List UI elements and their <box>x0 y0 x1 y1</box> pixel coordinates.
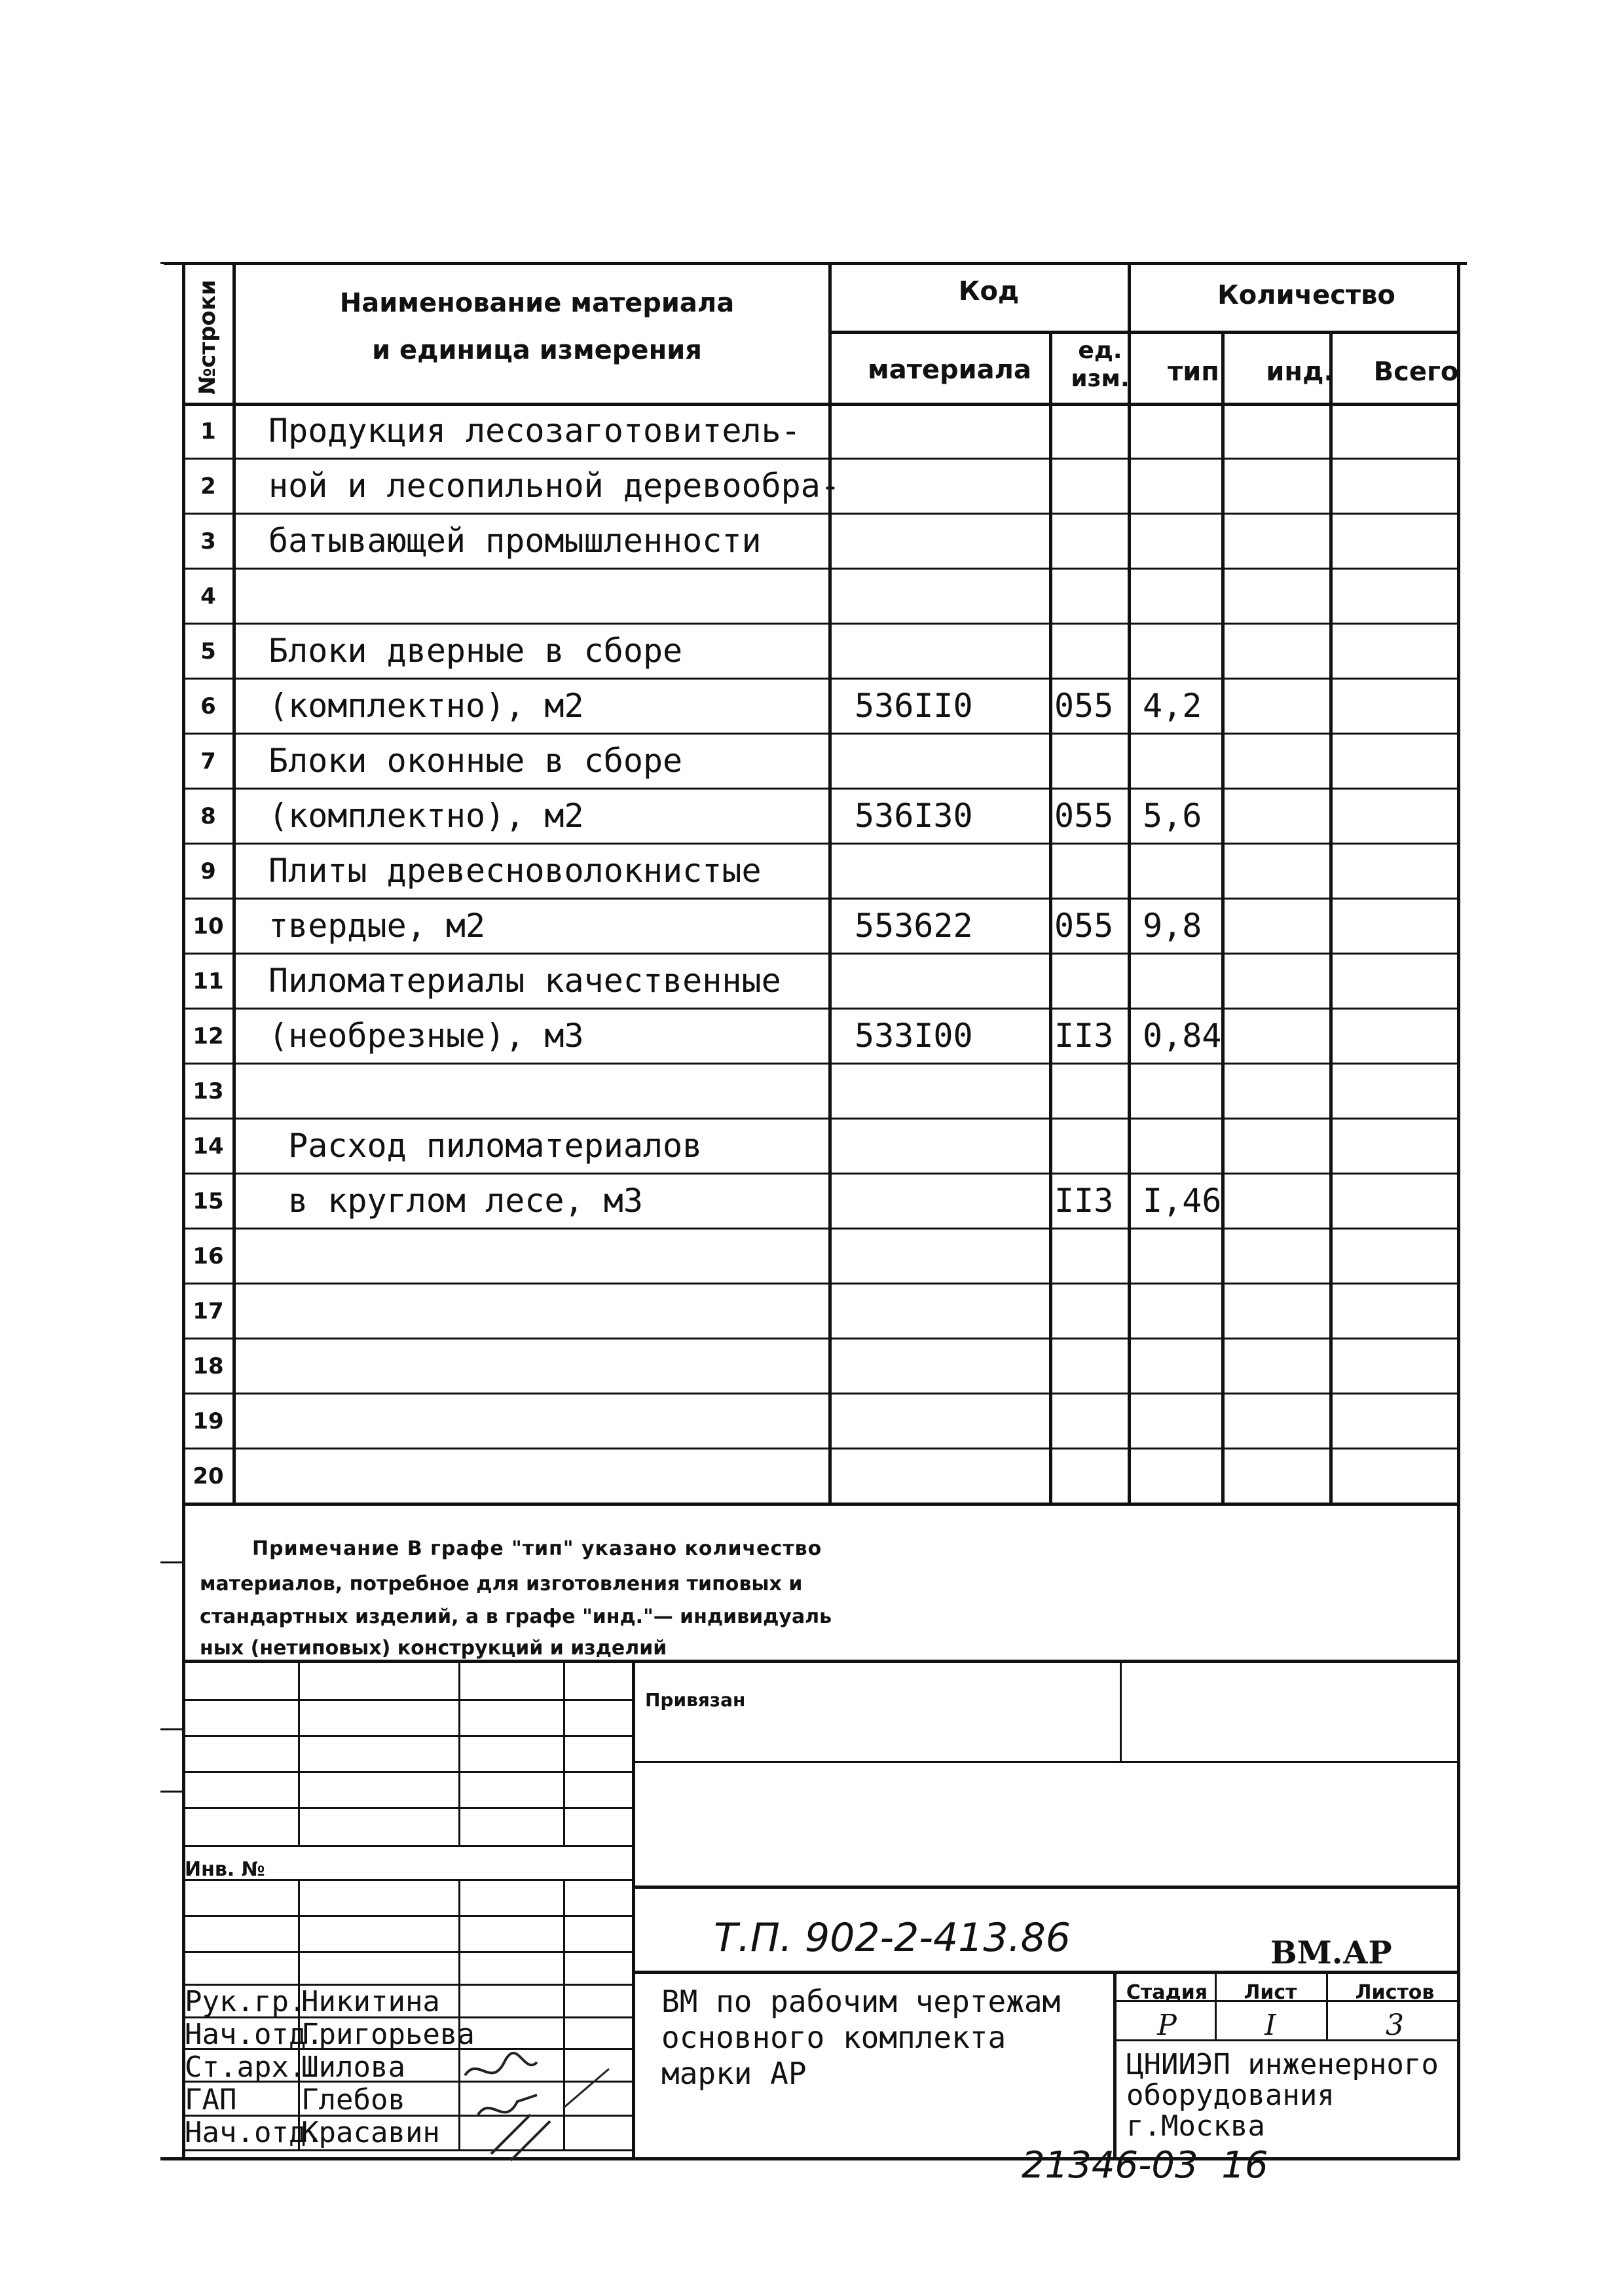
signature-role: Ст.арх. <box>185 2050 306 2084</box>
table-rule <box>182 623 1457 625</box>
table-rule <box>632 1761 1457 1763</box>
material-name: в круглом лесе, м3 <box>268 1182 643 1220</box>
row-number: 19 <box>193 1408 224 1434</box>
doc-mark: ВМ.АР <box>1270 1935 1392 1971</box>
org-line2: оборудования <box>1126 2079 1335 2112</box>
table-rule <box>182 733 1457 735</box>
sheet-value: I <box>1264 2009 1276 2042</box>
table-rule <box>182 843 1457 845</box>
inv-no-label: Инв. № <box>185 1858 265 1881</box>
title-line1: ВМ по рабочим чертежам <box>661 1984 1061 2019</box>
signature-name: Шилова <box>301 2050 405 2084</box>
header-mid-rule <box>828 331 1457 334</box>
table-rule <box>563 1660 565 1845</box>
row-number: 14 <box>193 1133 224 1159</box>
table-rule <box>182 1228 1457 1230</box>
material-code: 536II0 <box>855 687 973 725</box>
table-rule <box>182 1845 632 1847</box>
table-rule <box>182 458 1457 460</box>
material-name: (комплектно), м2 <box>268 687 584 725</box>
table-rule <box>1049 331 1052 1503</box>
qty-type: 4,2 <box>1143 687 1202 725</box>
unit-header-line2: изм. <box>1071 365 1130 392</box>
signature-role: Рук.гр. <box>185 1985 306 2018</box>
code-header: Код <box>958 276 1020 306</box>
table-rule <box>182 513 1457 515</box>
table-rule <box>182 1448 1457 1449</box>
margin-tick <box>160 262 182 264</box>
qty-ind-header: инд. <box>1266 357 1334 387</box>
material-name: ной и лесопильной деревообра- <box>268 467 840 505</box>
material-name: твердые, м2 <box>268 907 486 945</box>
signature-role: Нач.отд. <box>185 2116 323 2149</box>
table-rule <box>632 1886 1457 1889</box>
material-name: Плиты древесноволокнистые <box>268 852 762 890</box>
signature-name: Никитина <box>301 1985 440 2018</box>
material-name: (необрезные), м3 <box>268 1017 584 1055</box>
table-rule <box>182 1118 1457 1120</box>
signature-role: ГАП <box>185 2083 237 2117</box>
table-rule <box>182 1063 1457 1065</box>
note-line4: ных (нетиповых) конструкций и изделий <box>200 1637 667 1660</box>
note-line3: стандартных изделий, а в графе "инд."— индивидуаль <box>200 1605 832 1628</box>
table-rule <box>182 678 1457 680</box>
margin-tick <box>160 1728 182 1730</box>
material-code: 533I00 <box>855 1017 973 1055</box>
unit-code: II3 <box>1054 1182 1114 1220</box>
note-line2: материалов, потребное для изготовления типовых и <box>200 1573 803 1595</box>
row-number: 11 <box>193 968 224 994</box>
table-rule <box>1120 1660 1122 1761</box>
unit-code: 055 <box>1054 797 1114 835</box>
margin-tick <box>160 1791 182 1793</box>
material-name: (комплектно), м2 <box>268 797 584 835</box>
stage-header: Стадия <box>1126 1981 1208 2004</box>
name-header-line2: и единица измерения <box>372 335 702 365</box>
row-number: 4 <box>200 583 216 610</box>
material-name: батывающей промышленности <box>268 522 762 560</box>
sheets-header: Листов <box>1355 1981 1435 2004</box>
material-name: Блоки оконные в сборе <box>268 742 683 780</box>
row-number: 10 <box>193 913 224 939</box>
material-code: 553622 <box>855 907 973 945</box>
table-rule <box>182 1283 1457 1285</box>
table-rule <box>1113 1971 1116 2160</box>
row-number: 13 <box>193 1078 224 1104</box>
row-number: 12 <box>193 1023 224 1049</box>
row-number: 8 <box>200 803 216 829</box>
note-line1: Примечание В графе "тип" указано количество <box>252 1537 822 1560</box>
row-number: 9 <box>200 858 216 884</box>
table-rule <box>182 1173 1457 1175</box>
name-header-line1: Наименование материала <box>339 288 735 318</box>
row-number: 18 <box>193 1353 224 1379</box>
row-number: 2 <box>200 473 216 500</box>
material-name: Пиломатериалы качественные <box>268 962 781 1000</box>
qty-total-header: Всего <box>1373 357 1459 387</box>
unit-header-line1: ед. <box>1078 337 1122 364</box>
table-rule <box>828 262 832 1503</box>
stage-value: Р <box>1157 2009 1177 2042</box>
quantity-header: Количество <box>1217 280 1395 310</box>
material-code: 536I30 <box>855 797 973 835</box>
org-line1: ЦНИИЭП инженерного <box>1126 2048 1439 2081</box>
qty-type-header: тип <box>1168 357 1219 387</box>
title-line3: марки АР <box>661 2056 807 2091</box>
unit-code: II3 <box>1054 1017 1114 1055</box>
table-rule <box>182 1008 1457 1010</box>
doc-code: Т.П. 902-2-413.86 <box>714 1915 1071 1961</box>
row-number: 16 <box>193 1243 224 1269</box>
table-rule <box>458 1660 460 1845</box>
table-rule <box>182 898 1457 900</box>
row-number: 5 <box>200 638 216 665</box>
table-rule <box>1329 331 1333 1503</box>
table-rule <box>1128 262 1131 1503</box>
table-rule <box>182 1393 1457 1394</box>
table-rule <box>298 1660 300 1845</box>
qty-type: 5,6 <box>1143 797 1202 835</box>
table-rule <box>1215 1971 1217 2039</box>
table-rule <box>182 1503 1457 1506</box>
handwritten-signatures <box>452 2016 661 2174</box>
row-number: 17 <box>193 1298 224 1324</box>
table-rule <box>182 788 1457 790</box>
unit-code: 055 <box>1054 907 1114 945</box>
table-rule <box>1221 331 1225 1503</box>
qty-type: I,46 <box>1143 1182 1222 1220</box>
org-line3: г.Москва <box>1126 2109 1265 2143</box>
signature-role: Нач.отд. <box>185 2018 323 2051</box>
table-rule <box>182 953 1457 955</box>
qty-type: 9,8 <box>1143 907 1202 945</box>
signature-name: Григорьева <box>301 2018 475 2051</box>
row-number: 6 <box>200 693 216 720</box>
table-top-rule <box>164 262 1467 265</box>
table-rule <box>182 1338 1457 1339</box>
sheets-value: 3 <box>1386 2009 1404 2042</box>
attached-label: Привязан <box>645 1689 746 1711</box>
row-number: 7 <box>200 748 216 774</box>
material-name: Продукция лесозаготовитель- <box>268 412 801 450</box>
material-name: Расход пиломатериалов <box>268 1127 703 1165</box>
signature-name: Красавин <box>301 2116 440 2149</box>
table-rule <box>1326 1971 1328 2039</box>
margin-tick <box>160 1561 182 1563</box>
table-rule <box>182 403 1457 406</box>
material-name: Блоки дверные в сборе <box>268 632 683 670</box>
table-rule <box>182 568 1457 570</box>
table-right-rule <box>1457 262 1460 2160</box>
code-material-header: материала <box>868 355 1031 385</box>
title-line2: основного комплекта <box>661 2020 1006 2055</box>
qty-type: 0,84 <box>1143 1017 1222 1055</box>
row-number: 1 <box>200 418 216 445</box>
footer-number: 21346-03 16 <box>1022 2144 1268 2187</box>
row-number: 20 <box>193 1463 224 1489</box>
row-number: 3 <box>200 528 216 555</box>
row-number: 15 <box>193 1188 224 1214</box>
unit-code: 055 <box>1054 687 1114 725</box>
sheet-header: Лист <box>1244 1981 1297 2004</box>
signature-name: Глебов <box>301 2083 405 2117</box>
row-number-header: №строки <box>194 280 221 395</box>
